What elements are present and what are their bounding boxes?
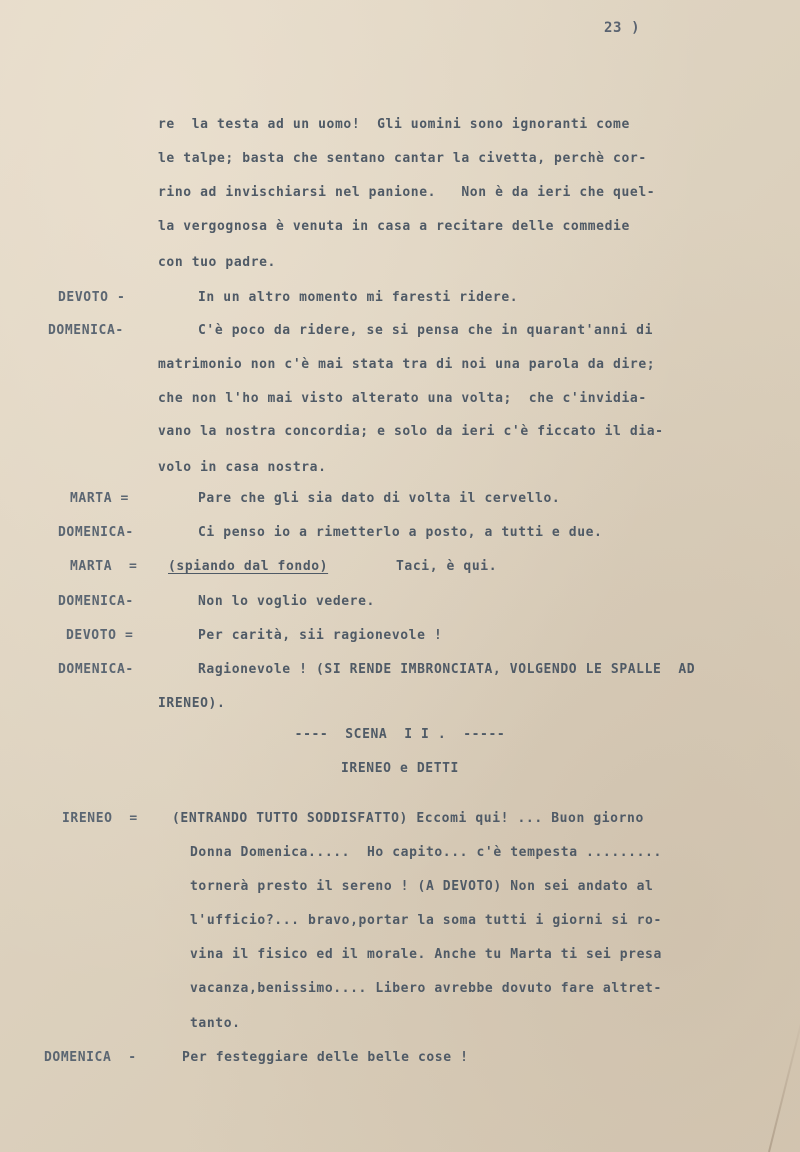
- text-line: Ragionevole ! (SI RENDE IMBRONCIATA, VOLGENDO LE SPALLE AD: [198, 662, 696, 677]
- page-number: 23 ): [604, 20, 641, 36]
- speaker-name: DOMENICA-: [58, 662, 134, 677]
- speaker-name: IRENEO =: [62, 811, 138, 826]
- text-line: In un altro momento mi faresti ridere.: [198, 290, 519, 305]
- text-line: re la testa ad un uomo! Gli uomini sono ignoranti come: [158, 117, 630, 132]
- speaker-name: MARTA =: [70, 559, 138, 574]
- text-line: vina il fisico ed il morale. Anche tu Marta ti sei presa: [190, 947, 662, 962]
- text-line: tornerà presto il sereno ! (A DEVOTO) Non sei andato al: [190, 879, 654, 894]
- speaker-name: DEVOTO =: [66, 628, 134, 643]
- text-line: Non lo voglio vedere.: [198, 594, 375, 609]
- text-line: Per carità, sii ragionevole !: [198, 628, 443, 643]
- text-line: l'ufficio?... bravo,portar la soma tutti i giorni si ro-: [190, 913, 662, 928]
- speaker-name: DOMENICA-: [48, 323, 124, 338]
- speaker-name: DOMENICA -: [44, 1050, 137, 1065]
- paper-crease: [768, 1006, 800, 1152]
- text-line: C'è poco da ridere, se si pensa che in quarant'anni di: [198, 323, 654, 338]
- scene-characters: IRENEO e DETTI: [341, 761, 459, 776]
- text-line: con tuo padre.: [158, 255, 276, 270]
- text-line: vacanza,benissimo.... Libero avrebbe dovuto fare altret-: [190, 981, 662, 996]
- text-line: rino ad invischiarsi nel panione. Non è da ieri che quel-: [158, 185, 656, 200]
- stage-direction: (spiando dal fondo): [168, 559, 329, 574]
- speaker-name: MARTA =: [70, 491, 129, 506]
- text-line: che non l'ho mai visto alterato una volta; che c'invidia-: [158, 391, 647, 406]
- speaker-name: DEVOTO -: [58, 290, 126, 305]
- text-line: volo in casa nostra.: [158, 460, 327, 475]
- speaker-name: DOMENICA-: [58, 525, 134, 540]
- scene-heading: ---- SCENA I I . -----: [294, 727, 506, 742]
- text-line: Donna Domenica..... Ho capito... c'è tempesta .........: [190, 845, 662, 860]
- text-line: Pare che gli sia dato di volta il cervello.: [198, 491, 561, 506]
- text-line: le talpe; basta che sentano cantar la civetta, perchè cor-: [158, 151, 647, 166]
- text-line: la vergognosa è venuta in casa a recitare delle commedie: [158, 219, 630, 234]
- speaker-name: DOMENICA-: [58, 594, 134, 609]
- text-line: Taci, è qui.: [396, 559, 498, 574]
- text-line: IRENEO).: [158, 696, 226, 711]
- text-line: Per festeggiare delle belle cose !: [182, 1050, 469, 1065]
- text-line: matrimonio non c'è mai stata tra di noi una parola da dire;: [158, 357, 656, 372]
- text-line: Ci penso io a rimetterlo a posto, a tutti e due.: [198, 525, 603, 540]
- text-line: (ENTRANDO TUTTO SODDISFATTO) Eccomi qui! ... Buon giorno: [172, 811, 644, 826]
- text-line: tanto.: [190, 1016, 241, 1031]
- text-line: vano la nostra concordia; e solo da ieri c'è ficcato il dia-: [158, 424, 664, 439]
